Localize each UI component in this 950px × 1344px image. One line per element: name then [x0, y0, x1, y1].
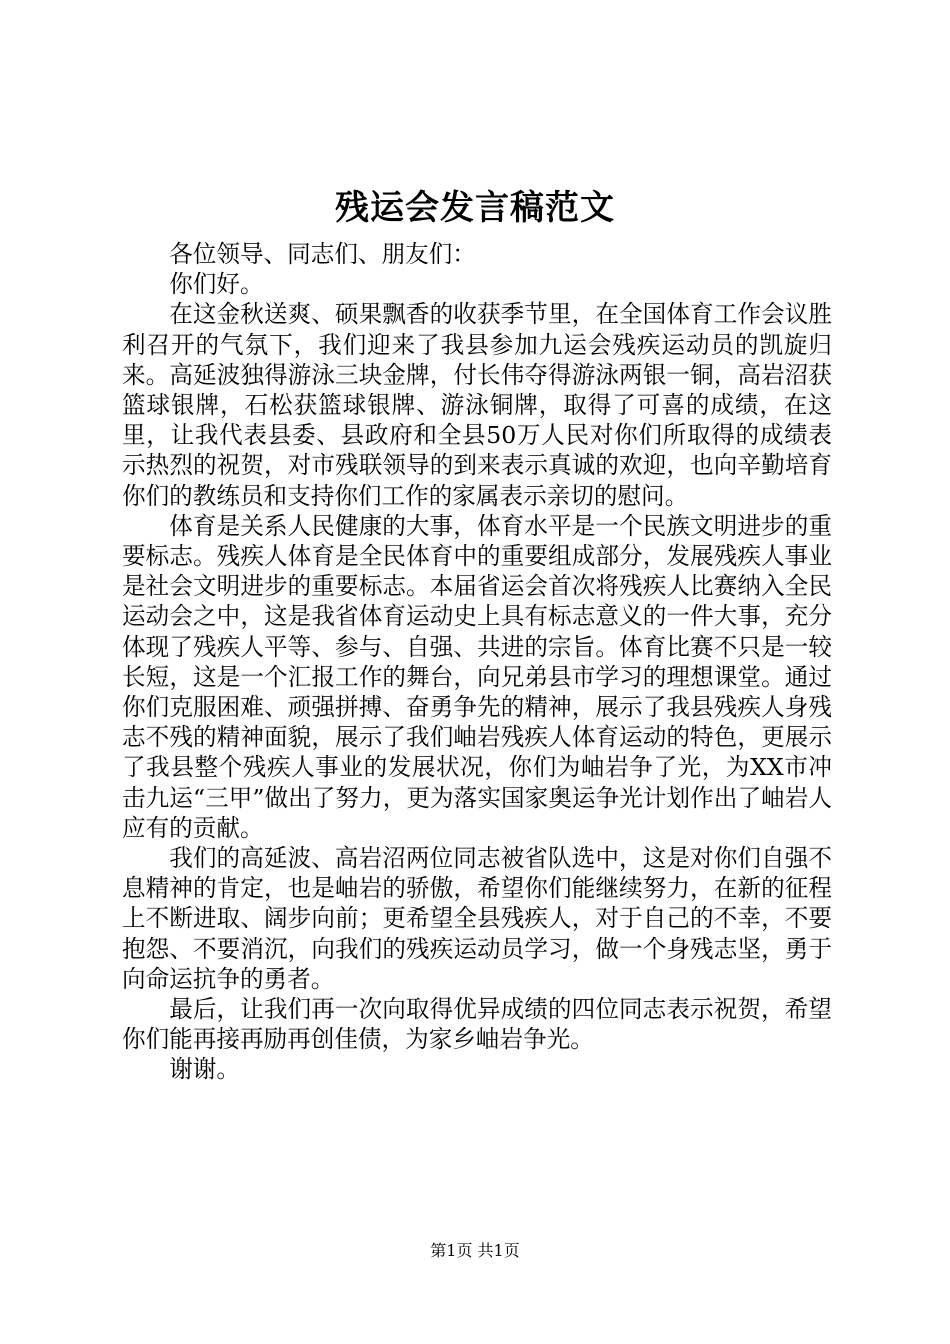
closing: 谢谢。: [169, 1055, 240, 1084]
body-paragraph: 我们的高延波、高岩沼两位同志被省队选中，这是对你们自强不息精神的肯定，也是岫岩的骄傲，希望你们能继续努力，在新的征程上不断进取、阔步向前；更希望全县残疾人，对于自己的不幸，不要抱怨、不要消沉，向我们的残疾运动员学习，做一个身残志坚，勇于向命运抗争的勇者。: [122, 844, 832, 993]
document-body: [122, 239, 832, 1085]
body-paragraph: 体育是关系人民健康的大事，体育水平是一个民族文明进步的重要标志。残疾人体育是全民体育中的重要组成部分，发展残疾人事业是社会文明进步的重要标志。本届省运会首次将残疾人比赛纳入全民运动会之中，这是我省体育运动史上具有标志意义的一件大事，充分体现了残疾人平等、参与、自强、共进的宗旨。体育比赛不只是一较长短，这是一个汇报工作的舞台，向兄弟县市学习的理想课堂。通过你们克服困难、顽强拼搏、奋勇争先的精神，展示了我县残疾人身残志不残的精神面貌，展示了我们岫岩残疾人体育运动的特色，更展示了我县整个残疾人事业的发展状况，你们为岫岩争了光，为XX市冲击九运“三甲”做出了努力，更为落实国家奥运争光计划作出了岫岩人应有的贡献。: [122, 511, 832, 842]
salutation: 各位领导、同志们、朋友们：: [169, 240, 476, 268]
document-title: 残运会发言稿范文: [335, 188, 615, 228]
page-footer: [0, 1240, 950, 1262]
body-paragraph: 在这金秋送爽、硕果飘香的收获季节里，在全国体育工作会议胜利召开的气氛下，我们迎来了我县参加九运会残疾运动员的凯旋归来。高延波独得游泳三块金牌，付长伟夺得游泳两银一铜，高岩沼获篮球银牌，石松获篮球银牌、游泳铜牌，取得了可喜的成绩，在这里，让我代表县委、县政府和全县50万人民对你们所取得的成绩表示热烈的祝贺，对市残联领导的到来表示真诚的欢迎，也向辛勤培育你们的教练员和支持你们工作的家属表示亲切的慰问。: [122, 300, 832, 510]
page-number: 第1页 共1页: [430, 1241, 520, 1260]
body-paragraph: 最后，让我们再一次向取得优异成绩的四位同志表示祝贺，希望你们能再接再励再创佳债，为家乡岫岩争光。: [122, 995, 832, 1054]
greeting: 你们好。: [169, 270, 264, 299]
